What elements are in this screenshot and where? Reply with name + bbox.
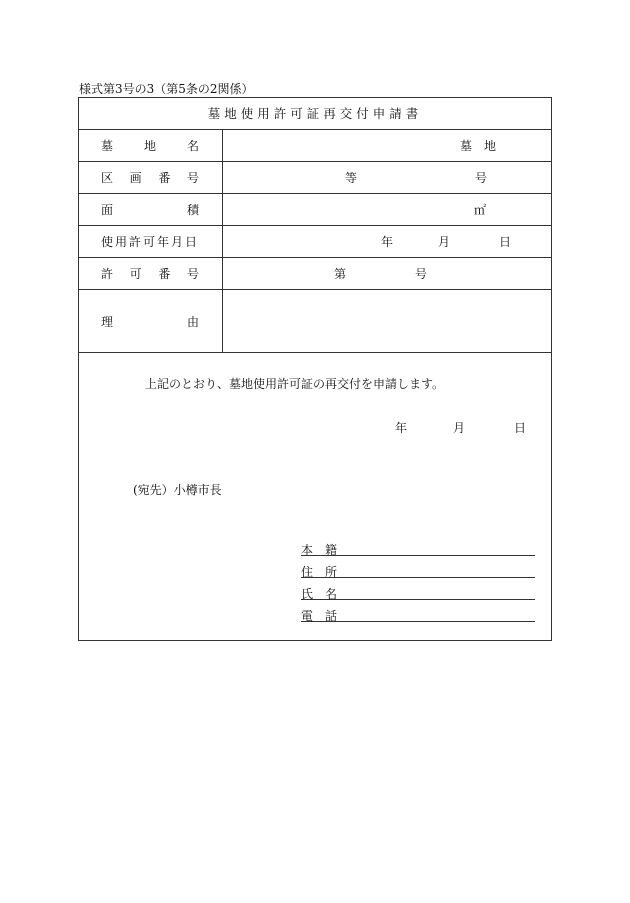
row-divider — [79, 289, 551, 290]
reason-label: 理 由 — [101, 315, 199, 329]
cemetery-name-label: 墓 地 名 — [101, 139, 199, 153]
area-label: 面 積 — [101, 203, 199, 217]
application-statement: 上記のとおり、墓地使用許可証の再交付を申請します。 — [145, 377, 445, 391]
address-label: 住 所 — [301, 565, 337, 579]
row-divider — [79, 161, 551, 162]
row-divider — [79, 352, 551, 353]
permit-number-suffix: 号 — [415, 267, 428, 281]
permit-number-prefix: 第 — [334, 267, 347, 281]
section-number-label: 区 画 番 号 — [101, 171, 199, 185]
section-grade-text: 等 — [345, 171, 358, 185]
honseki-label: 本 籍 — [301, 543, 337, 557]
phone-label: 電 話 — [301, 609, 337, 623]
row-divider — [79, 193, 551, 194]
permit-month: 月 — [438, 235, 451, 249]
column-divider — [222, 129, 223, 352]
form-title: 墓地使用許可証再交付申請書 — [207, 106, 423, 121]
row-divider — [79, 129, 551, 130]
row-divider — [79, 257, 551, 258]
name-field[interactable] — [301, 585, 535, 600]
application-form — [78, 97, 552, 641]
name-label: 氏 名 — [301, 587, 337, 601]
honseki-field[interactable] — [301, 541, 535, 556]
permit-date-label: 使用許可年月日 — [101, 235, 200, 249]
section-number-text: 号 — [475, 171, 488, 185]
row-divider — [79, 225, 551, 226]
application-day: 日 — [514, 421, 527, 435]
application-year: 年 — [395, 421, 408, 435]
address-field[interactable] — [301, 563, 535, 578]
addressee: (宛先）小樽市長 — [133, 483, 222, 497]
permit-day: 日 — [499, 235, 512, 249]
cemetery-name-suffix: 墓 地 — [460, 139, 497, 153]
phone-field[interactable] — [301, 607, 535, 622]
application-month: 月 — [453, 421, 466, 435]
form-number: 様式第3号の3（第5条の2関係） — [79, 82, 254, 96]
permit-year: 年 — [381, 235, 394, 249]
area-unit: ㎡ — [474, 203, 487, 217]
permit-number-label: 許 可 番 号 — [101, 267, 199, 281]
